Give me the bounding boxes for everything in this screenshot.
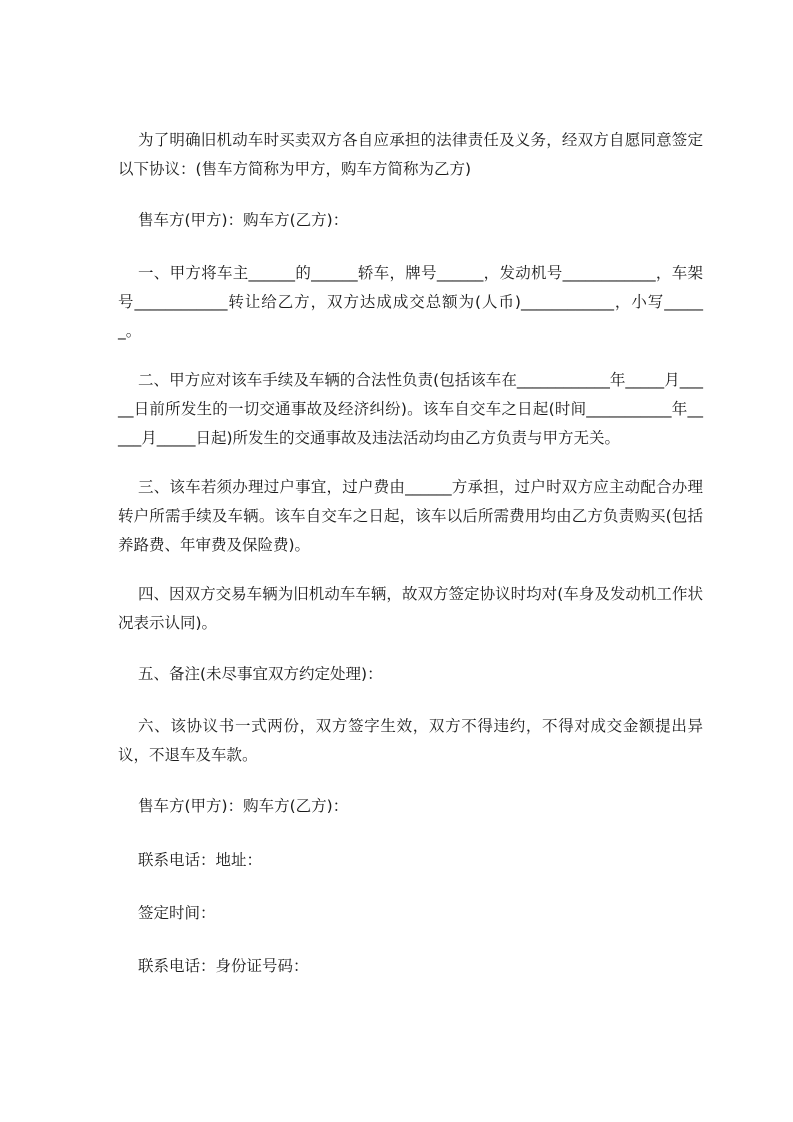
- contact-address-line: 联系电话：地址：: [138, 851, 263, 869]
- clause-5: 五、备注(未尽事宜双方约定处理)：: [138, 665, 383, 683]
- signing-time-line: 签定时间：: [138, 904, 216, 922]
- clause-2: 二、甲方应对该车手续及车辆的合法性负责(包括该车在____________年_____月_____日前所发生的一切交通事故及经济纠纷)。该车自交车之日起(时间___________年_____月_____日起)所发生的交通事故及违法活动均由乙方负责与甲方无关。: [118, 371, 703, 447]
- clause-3: 三、该车若须办理过户事宜，过户费由______方承担，过户时双方应主动配合办理转户所需手续及车辆。该车自交车之日起，该车以后所需费用均由乙方负责购买(包括养路费、年审费及保险费)。: [118, 478, 703, 554]
- contact-id-line: 联系电话：身份证号码：: [138, 957, 309, 975]
- clause-1: 一、甲方将车主______的______轿车，牌号______，发动机号____________，车架号____________转让给乙方，双方达成成交总额为(人币)____________，小写______。: [118, 264, 703, 340]
- clause-4: 四、因双方交易车辆为旧机动车车辆，故双方签定协议时均对(车身及发动机工作状况表示认同)。: [118, 585, 703, 632]
- clause-6: 六、该协议书一式两份，双方签字生效，双方不得违约，不得对成交金额提出异议，不退车及车款。: [118, 717, 703, 764]
- parties-line-top: 售车方(甲方)：购车方(乙方)：: [138, 211, 349, 229]
- intro-paragraph: 为了明确旧机动车时买卖双方各自应承担的法律责任及义务，经双方自愿同意签定以下协议：(售车方简称为甲方，购车方简称为乙方): [118, 131, 703, 178]
- parties-line-bottom: 售车方(甲方)：购车方(乙方)：: [138, 797, 349, 815]
